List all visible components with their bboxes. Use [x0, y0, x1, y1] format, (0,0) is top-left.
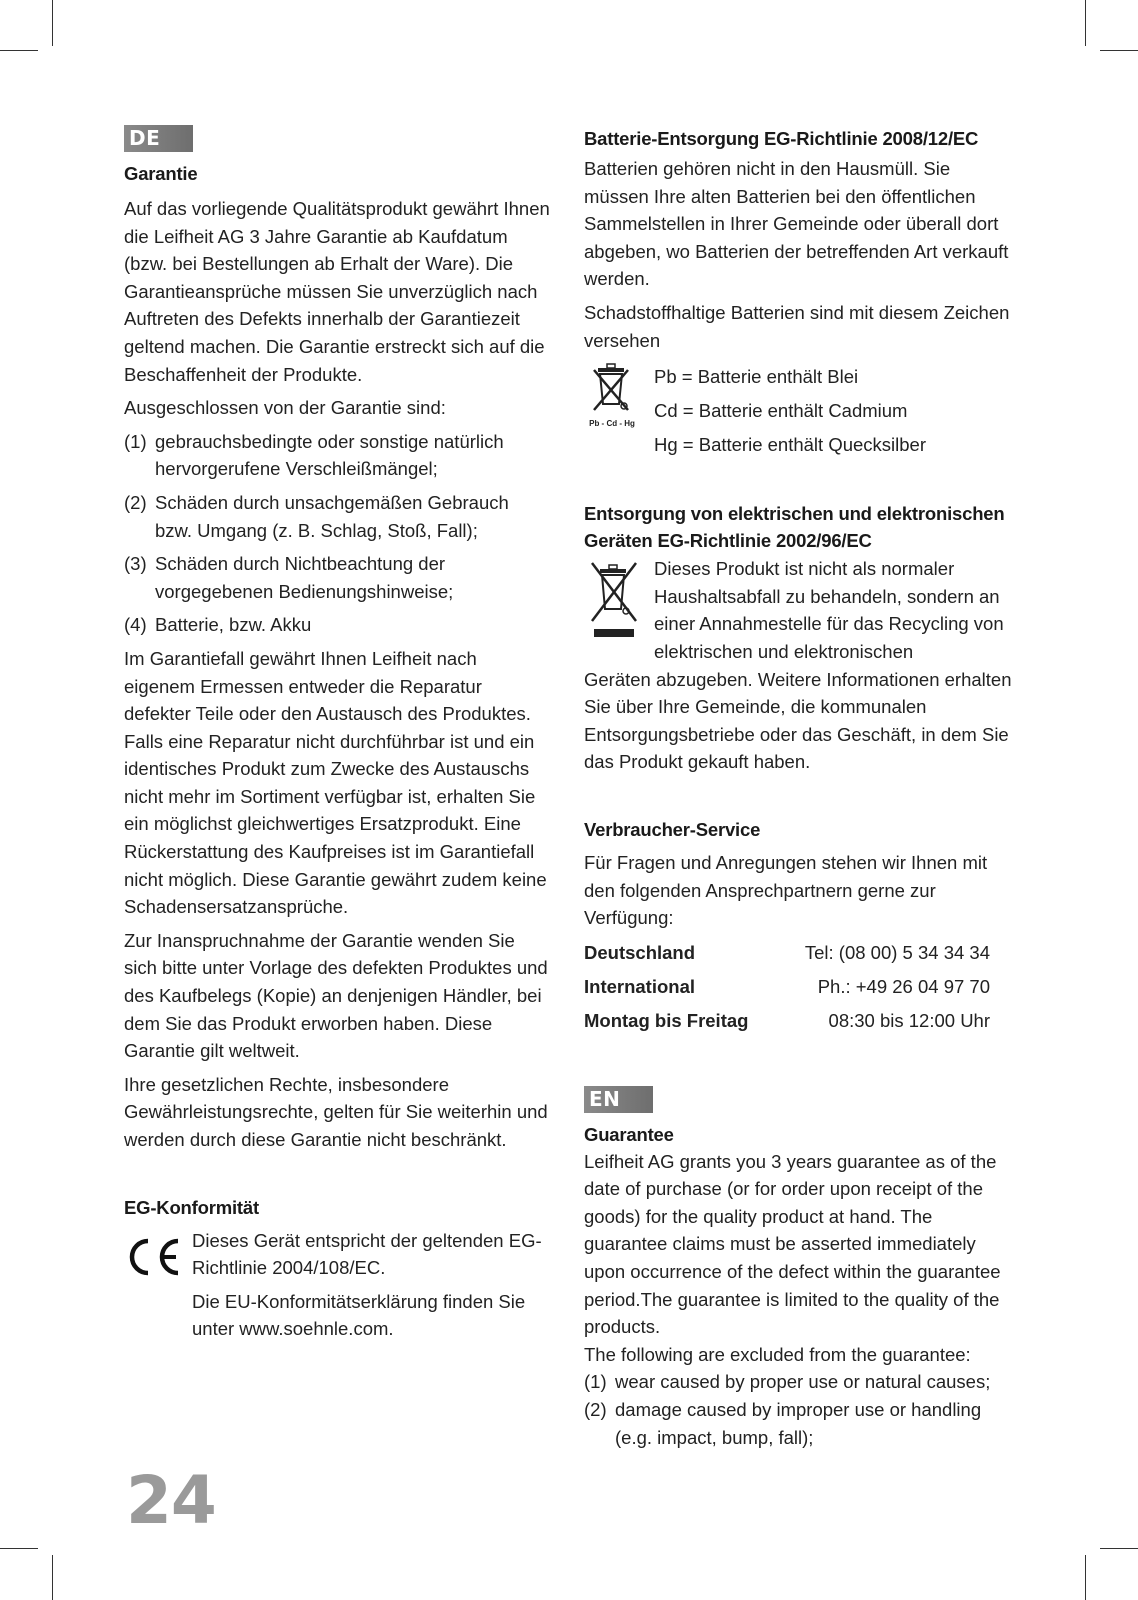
- weee-block: [584, 555, 1016, 665]
- battery-icon-label: Pb - Cd - Hg: [589, 419, 635, 429]
- batterie-paragraph: Schadstoffhaltige Batterien sind mit diesem Zeichen versehen: [584, 301, 1010, 351]
- page-number: 24: [126, 1462, 216, 1539]
- batterie-heading: Batterie-Entsorgung EG-Richtlinie 2008/12/EC: [584, 128, 979, 149]
- language-badge-de: DE: [124, 125, 193, 152]
- list-item-text: gebrauchsbedingte oder sonstige natürlich hervorgerufene Verschleißmängel;: [155, 430, 504, 480]
- list-item: [124, 428, 550, 483]
- list-item-text: damage caused by improper use or handling (e.g. impact, bump, fall);: [615, 1399, 982, 1448]
- service-contact-row: [584, 970, 1016, 1004]
- list-item-number: (2): [584, 1399, 607, 1421]
- service-contact-label: Montag bis Freitag: [584, 1009, 749, 1031]
- list-item-text: Schäden durch unsachgemäßen Gebrauch bzw. Umgang (z. B. Schlag, Stoß, Fall);: [155, 491, 509, 541]
- list-item-text: Schäden durch Nichtbeachtung der vorgegebenen Bedienungshinweise;: [155, 553, 454, 602]
- battery-symbol-line: Hg = Batterie enthält Quecksilber: [654, 434, 926, 456]
- garantie-heading: Garantie: [124, 163, 198, 184]
- battery-symbol-line: Pb = Batterie enthält Blei: [654, 366, 859, 388]
- garantie-paragraph: Zur Inanspruchnahme der Garantie wenden Sie sich bitte unter Vorlage des defekten Produktes und des Kaufbelegs (Kopie) an denjenigen Händler, bei dem Sie das Produkt erworben haben. Diese Garantie gilt weltweit.: [124, 929, 548, 1062]
- guarantee-paragraph: Leifheit AG grants you 3 years guarantee as of the date of purchase (or for order upon receipt of the goods) for the quality product at hand. The guarantee claims must be asserted immediately upon occurrence of the defect within the guarantee period.The guarantee is limited to the quality of the products.: [584, 1150, 1001, 1338]
- list-item: [584, 1396, 1016, 1451]
- list-item-number: (1): [124, 430, 147, 452]
- konformitaet-heading: EG-Konformität: [124, 1196, 259, 1218]
- service-heading: Verbraucher-Service: [584, 818, 761, 840]
- service-contact-value: Tel: (08 00) 5 34 34 34: [804, 941, 990, 963]
- service-contact-table: [584, 936, 1016, 1038]
- list-item: [584, 1368, 1016, 1396]
- crop-mark: [52, 0, 53, 46]
- service-contact-value: 08:30 bis 12:00 Uhr: [828, 1009, 990, 1031]
- konformitaet-paragraph: Dieses Gerät entspricht der geltenden EG-Richtlinie 2004/108/EC.: [192, 1229, 542, 1279]
- battery-symbols: [584, 360, 1016, 462]
- crossed-bin-icon: [584, 360, 654, 437]
- entsorgung-paragraph: Geräten abzugeben. Weitere Informationen erhalten Sie über Ihre Gemeinde, die kommunalen Entsorgungsbetriebe oder das Geschäft, in dem Sie das Produkt gekauft haben.: [584, 668, 1012, 773]
- crop-mark: [1085, 0, 1086, 46]
- konformitaet-paragraph: Die EU-Konformitätserklärung finden Sie unter www.soehnle.com.: [192, 1290, 526, 1340]
- garantie-paragraph: Ihre gesetzlichen Rechte, insbesondere Gewährleistungsrechte, gelten für Sie weiterhin und werden durch diese Garantie nicht beschränkt.: [124, 1073, 548, 1150]
- list-item: [124, 611, 550, 639]
- service-contact-value: Ph.: +49 26 04 97 70: [817, 975, 990, 997]
- crop-mark: [1100, 1548, 1138, 1549]
- guarantee-exclusions-intro: The following are excluded from the guarantee:: [584, 1343, 971, 1365]
- left-column: [124, 125, 550, 1343]
- list-item-number: (2): [124, 491, 147, 513]
- crop-mark: [52, 1555, 53, 1600]
- ce-declaration: [124, 1227, 550, 1343]
- battery-symbol-line: Cd = Batterie enthält Cadmium: [654, 400, 908, 422]
- service-paragraph: Für Fragen und Anregungen stehen wir Ihnen mit den folgenden Ansprechpartnern gerne zur Verfügung:: [584, 851, 988, 929]
- list-item-text: wear caused by proper use or natural causes;: [615, 1371, 991, 1393]
- list-item-number: (1): [584, 1371, 607, 1393]
- list-item: [124, 489, 550, 544]
- garantie-exclusions-intro: Ausgeschlossen von der Garantie sind:: [124, 397, 446, 419]
- service-contact-label: International: [584, 975, 696, 997]
- crop-mark: [0, 50, 38, 51]
- garantie-exclusion-list: [124, 428, 550, 639]
- crop-mark: [0, 1548, 38, 1549]
- list-item-text: Batterie, bzw. Akku: [155, 614, 312, 636]
- crop-mark: [1100, 50, 1138, 51]
- entsorgung-paragraph: Dieses Produkt ist nicht als normaler Haushaltsabfall zu behandeln, sondern an einer Annahmestelle für das Recycling von elektrischen und elektronischen: [654, 558, 1004, 662]
- service-contact-label: Deutschland: [584, 941, 696, 963]
- service-contact-row: [584, 1004, 1016, 1038]
- ce-mark-icon: [124, 1227, 192, 1284]
- list-item-number: (3): [124, 553, 147, 575]
- service-contact-row: [584, 936, 1016, 970]
- garantie-paragraph: Im Garantiefall gewährt Ihnen Leifheit nach eigenem Ermessen entweder die Reparatur defekter Teile oder den Austausch des Produktes. Falls eine Reparatur nicht durchführbar ist und ein identisches Produkt zum Zwecke des Austauschs nicht mehr im Sortiment verfügbar ist, erhalten Sie ein möglichst gleichwertiges Ersatzprodukt. Eine Rückerstattung des Kaufpreises ist im Garantiefall nicht möglich. Diese Garantie gewährt zudem keine Schadensersatzansprüche.: [124, 647, 547, 918]
- list-item-number: (4): [124, 614, 147, 636]
- language-badge-en: EN: [584, 1086, 653, 1113]
- entsorgung-heading: Entsorgung von elektrischen und elektronischen Geräten EG-Richtlinie 2002/96/EC: [584, 503, 1005, 552]
- garantie-paragraph: Auf das vorliegende Qualitätsprodukt gewährt Ihnen die Leifheit AG 3 Jahre Garantie ab Kaufdatum (bzw. bei Bestellungen ab Erhalt der Ware). Die Garantieansprüche müssen Sie unverzüglich nach Auftreten des Defekts innerhalb der Garantiezeit geltend machen. Die Garantie erstreckt sich auf die Beschaffenheit der Produkte.: [124, 198, 550, 385]
- list-item: [124, 550, 550, 605]
- batterie-paragraph: Batterien gehören nicht in den Hausmüll. Sie müssen Ihre alten Batterien bei den öffentlichen Sammelstellen in Ihrer Gemeinde oder überall dort abgeben, wo Batterien der betreffenden Art verkauft werden.: [584, 158, 1009, 290]
- guarantee-exclusion-list: [584, 1368, 1016, 1451]
- right-column: [584, 125, 1016, 1451]
- weee-bin-icon: [584, 555, 654, 646]
- guarantee-heading: Guarantee: [584, 1123, 674, 1145]
- crop-mark: [1085, 1555, 1086, 1600]
